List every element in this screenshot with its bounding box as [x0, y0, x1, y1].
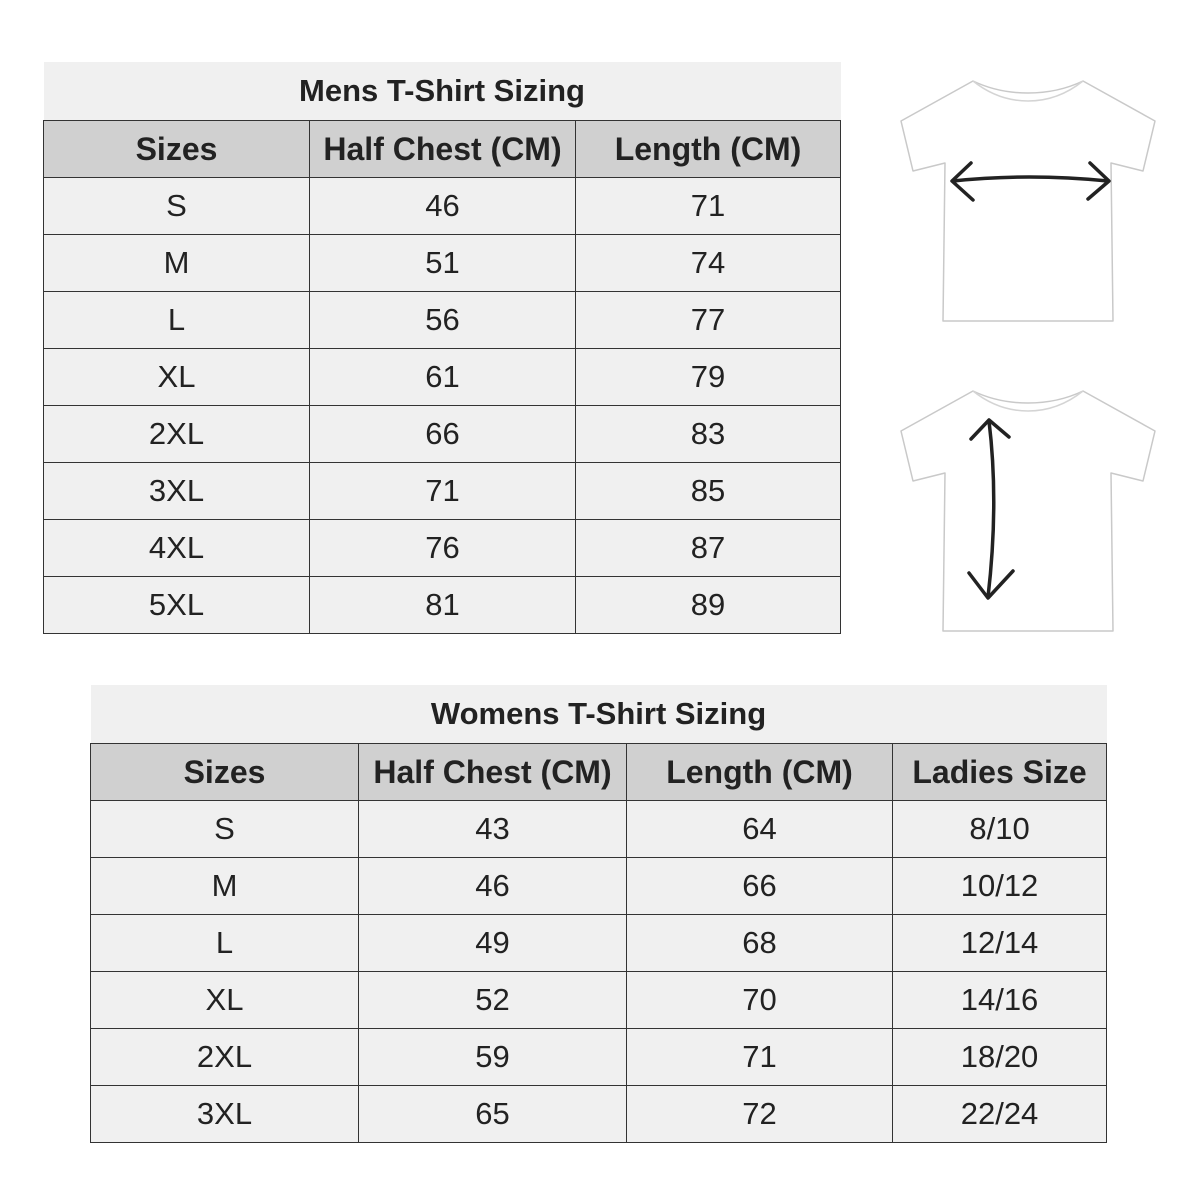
table-row: [91, 801, 1107, 858]
table-cell: 89: [576, 577, 841, 634]
table-cell: 43: [359, 801, 627, 858]
table-cell: 66: [310, 406, 576, 463]
table-row: [44, 520, 841, 577]
table-cell: 2XL: [44, 406, 310, 463]
table-cell: 76: [310, 520, 576, 577]
table-row: [44, 349, 841, 406]
table-cell: 14/16: [893, 972, 1107, 1029]
table-cell: 79: [576, 349, 841, 406]
table-cell: 71: [576, 178, 841, 235]
column-header: Length (CM): [627, 744, 893, 801]
table-cell: S: [91, 801, 359, 858]
table-cell: 81: [310, 577, 576, 634]
table-cell: 51: [310, 235, 576, 292]
table-cell: 85: [576, 463, 841, 520]
table-cell: 49: [359, 915, 627, 972]
table-cell: 46: [310, 178, 576, 235]
table-cell: L: [91, 915, 359, 972]
table-cell: 64: [627, 801, 893, 858]
table-row: [91, 1029, 1107, 1086]
column-header: Length (CM): [576, 121, 841, 178]
table-cell: 65: [359, 1086, 627, 1143]
table-cell: 59: [359, 1029, 627, 1086]
table-cell: 68: [627, 915, 893, 972]
table-cell: 71: [310, 463, 576, 520]
table-cell: M: [44, 235, 310, 292]
table-row: [44, 178, 841, 235]
table-cell: 10/12: [893, 858, 1107, 915]
table-cell: 3XL: [44, 463, 310, 520]
table-cell: 83: [576, 406, 841, 463]
table-cell: L: [44, 292, 310, 349]
table-row: [44, 577, 841, 634]
womens-table-title: Womens T-Shirt Sizing: [91, 685, 1107, 744]
table-cell: 74: [576, 235, 841, 292]
table-cell: 46: [359, 858, 627, 915]
tshirt-chest-measure-icon: [893, 63, 1163, 333]
column-header: Sizes: [91, 744, 359, 801]
table-cell: 72: [627, 1086, 893, 1143]
table-cell: S: [44, 178, 310, 235]
column-header: Half Chest (CM): [359, 744, 627, 801]
table-row: [44, 406, 841, 463]
table-cell: 77: [576, 292, 841, 349]
table-row: [44, 463, 841, 520]
table-cell: 66: [627, 858, 893, 915]
table-cell: 2XL: [91, 1029, 359, 1086]
table-row: [91, 1086, 1107, 1143]
table-cell: 4XL: [44, 520, 310, 577]
table-cell: 70: [627, 972, 893, 1029]
table-cell: 52: [359, 972, 627, 1029]
table-row: [91, 915, 1107, 972]
mens-size-table: [43, 62, 841, 634]
table-cell: 12/14: [893, 915, 1107, 972]
column-header: Ladies Size: [893, 744, 1107, 801]
table-cell: 87: [576, 520, 841, 577]
table-cell: 18/20: [893, 1029, 1107, 1086]
column-header: Sizes: [44, 121, 310, 178]
table-cell: XL: [91, 972, 359, 1029]
table-row: [91, 972, 1107, 1029]
table-cell: 8/10: [893, 801, 1107, 858]
table-row: [91, 858, 1107, 915]
table-cell: 56: [310, 292, 576, 349]
table-cell: 71: [627, 1029, 893, 1086]
tshirt-length-measure-icon: [893, 373, 1163, 643]
table-cell: 5XL: [44, 577, 310, 634]
mens-table-title: Mens T-Shirt Sizing: [44, 62, 841, 121]
table-cell: 3XL: [91, 1086, 359, 1143]
table-cell: XL: [44, 349, 310, 406]
table-cell: 61: [310, 349, 576, 406]
table-cell: M: [91, 858, 359, 915]
table-row: [44, 292, 841, 349]
column-header: Half Chest (CM): [310, 121, 576, 178]
table-row: [44, 235, 841, 292]
mens-header-row: [44, 121, 841, 178]
womens-size-table: [90, 685, 1107, 1143]
womens-header-row: [91, 744, 1107, 801]
table-cell: 22/24: [893, 1086, 1107, 1143]
